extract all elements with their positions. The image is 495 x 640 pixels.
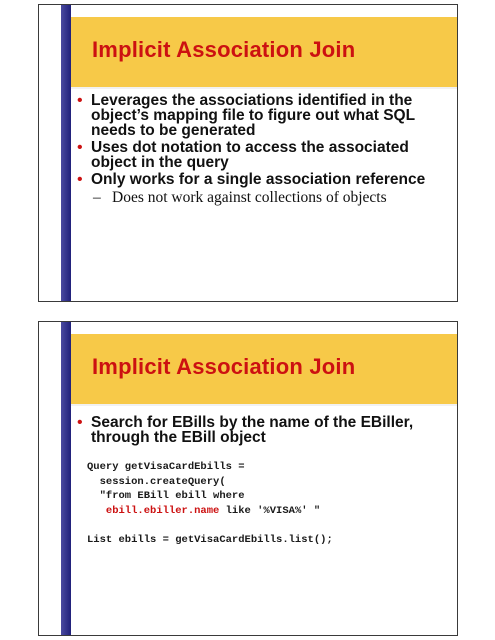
bullet-list (75, 415, 453, 447)
bullet-text: Search for EBills by the name of the EBiller, through the EBill object (91, 414, 414, 446)
bullet-list (75, 93, 453, 206)
title-divider (71, 87, 457, 89)
bullet-text: Uses dot notation to access the associated object in the query (91, 139, 409, 171)
accent-bar (61, 322, 71, 635)
title-divider (71, 404, 457, 406)
code-line: "from EBill ebill where (87, 490, 245, 502)
bullet-item (75, 140, 453, 170)
code-line: session.createQuery( (87, 475, 226, 488)
slide-title: Implicit Association Join (92, 354, 356, 379)
slide-title: Implicit Association Join (92, 37, 356, 62)
code-line: like '%VISA%' " (219, 504, 321, 517)
bullet-text: Leverages the associations identified in the object’s mapping file to figure out what SQL needs to be generated (91, 92, 415, 139)
accent-bar (61, 5, 71, 301)
bullet-item (75, 93, 453, 138)
bullet-dot-icon: • (77, 171, 83, 188)
slide-2 (38, 321, 458, 636)
bullet-dot-icon: • (77, 414, 83, 431)
bullet-text: Only works for a single association reference (91, 171, 426, 188)
dash-icon: – (93, 189, 101, 206)
code-line: Query getVisaCardEbills = (87, 461, 245, 473)
bullet-dot-icon: • (77, 139, 83, 156)
bullet-item (75, 172, 453, 187)
sub-bullet-item (75, 189, 453, 206)
bullet-item (75, 415, 453, 445)
code-block (87, 460, 333, 547)
code-highlight: ebill.ebiller.name (105, 504, 220, 517)
sub-bullet-text: Does not work against collections of objects (112, 189, 387, 206)
code-indent (87, 505, 106, 517)
slide-1 (38, 4, 458, 302)
bullet-dot-icon: • (77, 92, 83, 109)
code-line: List ebills = getVisaCardEbills.list(); (87, 533, 333, 546)
